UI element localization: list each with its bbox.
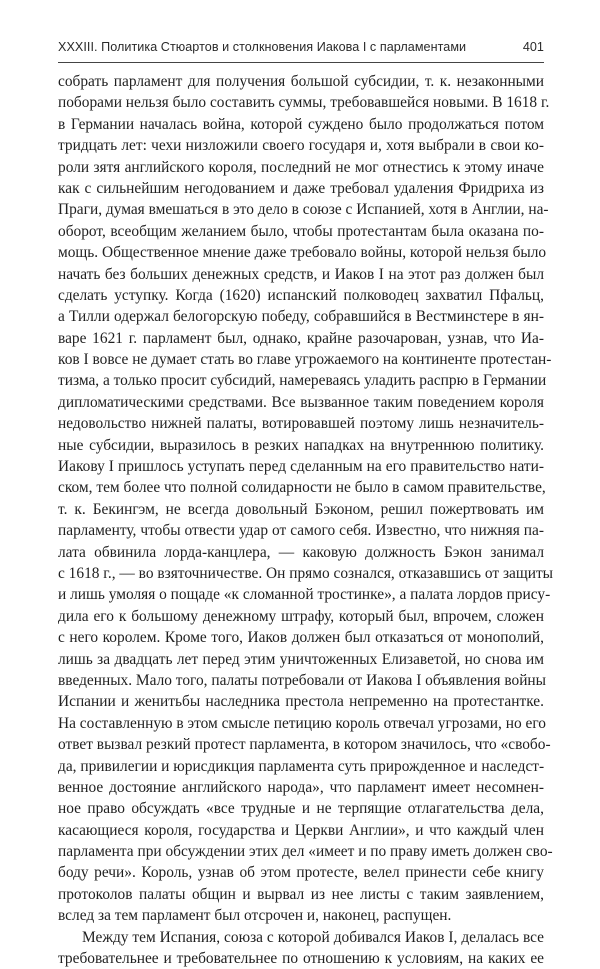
- text-line: Испании и женитьбы наследника престола непременно на протестантке.: [58, 693, 544, 711]
- text-line: недовольство нижней палаты, вотировавшей поэтому лишь незначитель-: [58, 415, 544, 433]
- text-line: вслед за тем парламент был отсрочен и, наконец, распущен.: [58, 907, 452, 925]
- text-line: На составленную в этом смысле петицию король отвечал угрозами, но его: [58, 714, 546, 732]
- text-line: с 1618 г., — во взяточничестве. Он прямо сознался, отказавшись от защиты: [58, 564, 554, 582]
- text-line: оборот, всеобщим желанием было, чтобы протестантам была оказана по-: [58, 222, 544, 240]
- text-line: Между тем Испания, союза с которой добивался Иаков I, делалась все: [82, 928, 544, 946]
- text-line: варе 1621 г. парламент был, однако, крайне разочарован, узнав, что Иа-: [58, 329, 544, 347]
- text-line: и лишь умоляя о пощаде «к сломанной тростинке», а палата лордов прису-: [58, 586, 551, 604]
- text-line: собрать парламент для получения большой субсидии, т. к. незаконными: [58, 73, 544, 90]
- text-line: боду речи». Король, узнав об этом протесте, велел принести себе книгу: [58, 864, 544, 882]
- text-line: венное достояние английского народа», что парламент имеет несомнен-: [58, 778, 544, 796]
- text-line: начать без больших денежных средств, и Иаков I на этот раз должен был: [58, 265, 544, 283]
- text-line: т. к. Бекингэм, не всегда довольный Бэконом, решил пожертвовать им: [58, 500, 544, 518]
- text-line: Праги, думая вмешаться в это дело в союзе с Испанией, хотя в Англии, на-: [58, 201, 549, 219]
- text-line: Иакову I пришлось уступать перед сделанным на его правительство нати-: [58, 458, 544, 476]
- page-number: 401: [522, 40, 544, 54]
- text-line: а Тилли одержал белогорскую победу, собравшийся в Вестминстере в ян-: [58, 308, 544, 326]
- text-line: лишь за двадцать лет перед этим уничтоженных Елизаветой, но снова им: [58, 650, 544, 668]
- text-line: с него королем. Кроме того, Иаков должен был отказаться от монополий,: [58, 629, 544, 647]
- text-line: ответ вызвал резкий протест парламента, в котором значилось, что «свобо-: [58, 736, 551, 754]
- text-line: тизма, а только просит субсидий, намереваясь уладить распрю в Германии: [58, 372, 547, 390]
- text-line: мощь. Общественное мнение даже требовало войны, которой нельзя было: [58, 244, 547, 262]
- text-line: лата обвинила лорда-канцлера, — каковую должность Бэкон занимал: [58, 543, 544, 561]
- text-line: касающиеся короля, государства и Церкви Англии», и что каждый член: [58, 821, 544, 839]
- text-line: ков I вовсе не думает стать во главе угрожаемого на континенте протестан-: [58, 351, 552, 369]
- text-line: парламенту, чтобы отвести удар от самого себя. Известно, что нижняя па-: [58, 522, 544, 540]
- text-line: введенных. Мало того, палаты потребовали от Иакова I объявления войны: [58, 671, 547, 689]
- text-line: дипломатическими средствами. Все вызванное таким поведением короля: [58, 393, 544, 411]
- text-line: требовательнее и требовательнее по отношению к условиям, на каких ее: [58, 950, 544, 968]
- body-text: [58, 71, 554, 969]
- text-line: протоколов палаты общин и вырвал из нее листы с таким заявлением,: [58, 885, 544, 903]
- text-line: сделать уступку. Когда (1620) испанский полководец захватил Пфальц,: [58, 286, 544, 304]
- text-line: ском, тем более что полной солидарности не было в самом правительстве,: [58, 479, 546, 497]
- header-rule: [58, 62, 544, 63]
- text-line: ные субсидии, выразилось в резких нападках на внутреннюю политику.: [58, 436, 544, 454]
- text-line: роли зятя английского короля, последний не мог отнестись к этому иначе: [58, 158, 544, 176]
- running-title: XXXIII. Политика Стюартов и столкновения Иакова I с парламентами: [58, 40, 467, 54]
- text-line: ное право обсуждать «все трудные и не терпящие отлагательства дела,: [58, 800, 544, 818]
- running-header: [58, 40, 544, 54]
- text-line: в Германии началась война, которой суждено было продолжаться потом: [58, 115, 544, 133]
- text-line: тридцать лет: чехи низложили своего государя и, хотя выбрали в свои ко-: [58, 137, 544, 155]
- text-line: парламента при обсуждении этих дел «имеет и по праву иметь должен сво-: [58, 843, 553, 861]
- text-line: да, привилегии и юрисдикция парламента суть прирожденное и наследст-: [58, 757, 545, 775]
- text-line: поборами нельзя было составить суммы, требовавшейся новыми. В 1618 г.: [58, 94, 550, 112]
- text-line: дила его к большому денежному штрафу, который был, впрочем, сложен: [58, 607, 544, 625]
- text-line: как с сильнейшим негодованием и даже требовал удаления Фридриха из: [58, 179, 544, 197]
